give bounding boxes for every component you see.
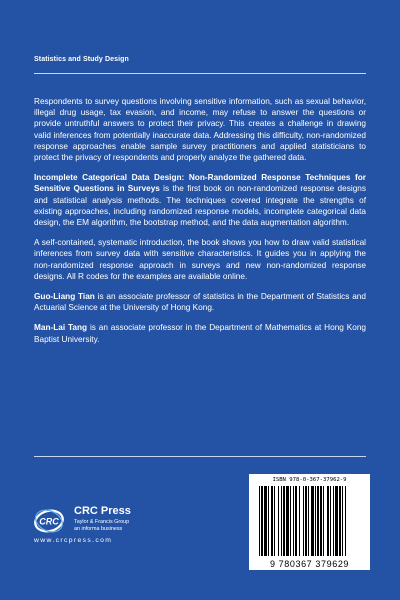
barcode-bar <box>295 486 297 556</box>
logo-text: CRC <box>39 516 59 527</box>
blurb-paragraph-features: A self-contained, systematic introduction, the book shows you how to draw valid statistical inferences from survey data with sensitive characteristics. It guides you in applying the non-randomized response approach in surveys and new non-randomized response designs. All R codes for the examples are available online. <box>34 238 366 281</box>
barcode-bar <box>303 486 304 556</box>
publisher-name: CRC Press <box>74 505 131 517</box>
publisher-group: Taylor & Francis Group <box>74 519 130 525</box>
barcode-bar <box>345 486 346 556</box>
blurb-paragraph-book <box>34 172 366 228</box>
barcode-bar <box>283 486 285 556</box>
crc-logo-icon <box>34 507 70 533</box>
barcode-bar <box>293 486 294 556</box>
barcode-bar <box>261 486 263 556</box>
bottom-divider <box>34 456 366 457</box>
barcode-bar <box>335 486 338 556</box>
barcode-bar <box>278 486 279 556</box>
publisher-parent: an informa business <box>74 526 123 532</box>
barcode-bar <box>290 486 291 556</box>
barcode-bar <box>342 486 343 556</box>
barcode-bar <box>268 486 269 556</box>
barcode-number: 9 780367 379629 <box>269 559 350 569</box>
author-bio-tian-text: is an associate professor of statistics in the Department of Statistics and Actuarial Science at the University of Hong Kong. <box>34 292 366 313</box>
barcode-bar <box>274 486 275 556</box>
barcode-bars <box>257 486 363 556</box>
barcode-bar <box>271 486 273 556</box>
barcode-bar <box>286 486 289 556</box>
barcode-bar <box>339 486 341 556</box>
barcode-bar <box>308 486 309 556</box>
back-cover-blurb <box>34 96 366 354</box>
author-name-tang: Man-Lai Tang <box>34 323 88 333</box>
author-name-tian: Guo-Liang Tian <box>34 292 95 302</box>
barcode-bar <box>299 486 300 556</box>
author-bio-tang <box>34 322 366 344</box>
barcode-bar <box>330 486 331 556</box>
barcode-bar <box>333 486 334 556</box>
barcode-bar <box>305 486 307 556</box>
series-name: Statistics and Study Design <box>34 56 129 63</box>
barcode-bar <box>320 486 322 556</box>
book-description: is the first book on non-randomized response designs and statistical analysis methods. The techniques covered integrate the strengths of existing approaches, including randomized response models, incomplete categorical data design, the EM algorithm, the bootstrap method, and the data augmentation algorithm. <box>34 184 366 228</box>
barcode-bar <box>311 486 314 556</box>
barcode-bar <box>315 486 316 556</box>
top-divider <box>34 73 366 74</box>
barcode-bar <box>317 486 319 556</box>
book-title: Incomplete Categorical Data Design: Non-Randomized Response Techniques for Sensitive Questions in Surveys <box>34 173 366 194</box>
publisher-website: www.crcpress.com <box>34 537 113 544</box>
barcode-bar <box>259 486 260 556</box>
barcode-bar <box>264 486 267 556</box>
barcode-bar <box>323 486 324 556</box>
author-bio-tian <box>34 291 366 313</box>
barcode-bar <box>327 486 329 556</box>
isbn-barcode <box>249 474 370 570</box>
author-bio-tang-text: is an associate professor in the Department of Mathematics at Hong Kong Baptist University. <box>34 323 366 344</box>
isbn-label: ISBN 978-0-367-37962-9 <box>272 477 347 483</box>
barcode-bar <box>281 486 282 556</box>
blurb-paragraph-intro: Respondents to survey questions involving sensitive information, such as sexual behavior, illegal drug usage, tax evasion, and income, may refuse to answer the questions or provide untruthful answers to protect their privacy. This creates a challenge in drawing valid inferences from potentially inaccurate data. Addressing this difficulty, non-randomized response approaches enable sample survey practitioners and applied statisticians to protect the privacy of respondents and properly analyze the gathered data. <box>34 97 366 163</box>
